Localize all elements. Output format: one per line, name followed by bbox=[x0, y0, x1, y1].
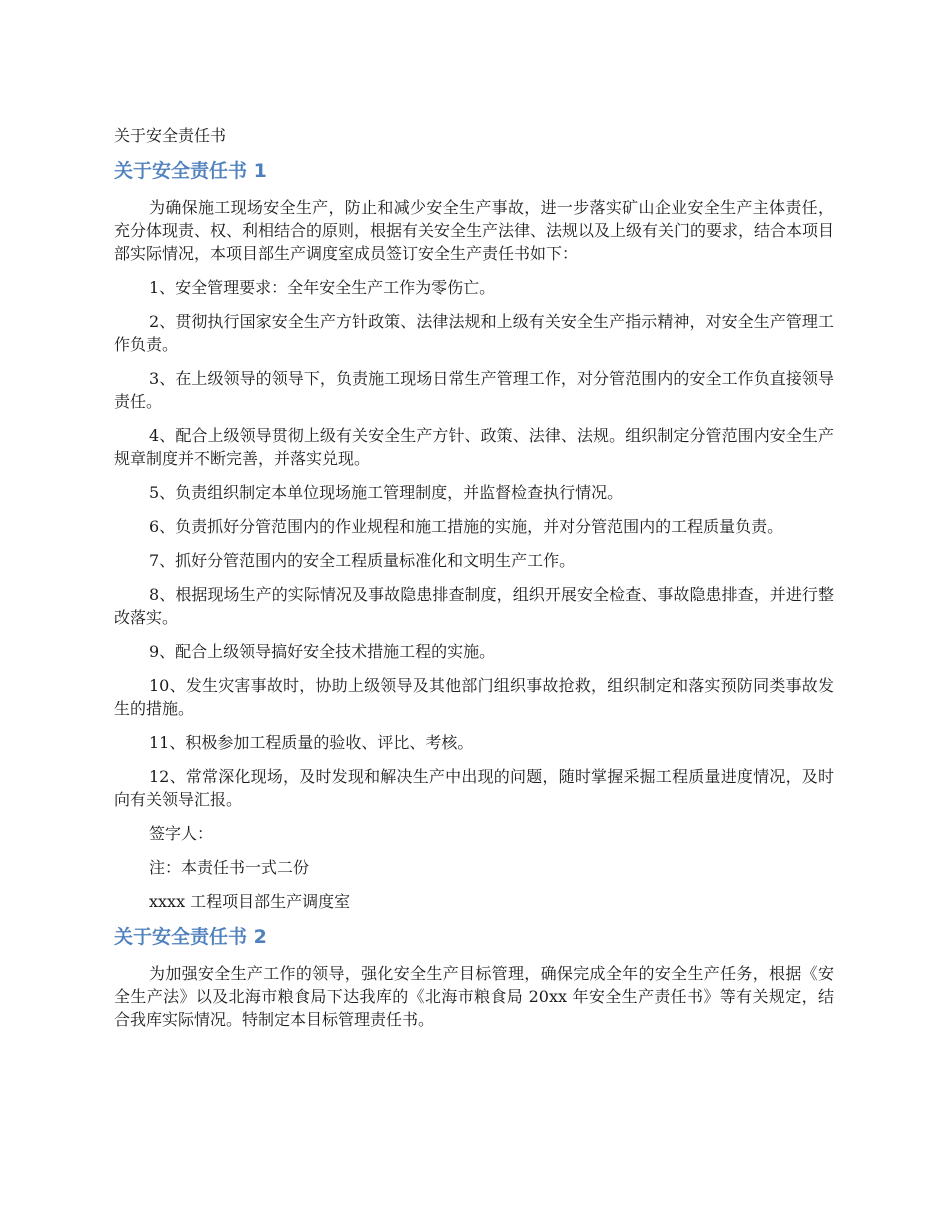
paragraph: 6、负责抓好分管范围内的作业规程和施工措施的实施，并对分管范围内的工程质量负责。 bbox=[149, 517, 784, 536]
paragraph: 10、发生灾害事故时，协助上级领导及其他部门组织事故抢救，组织制定和落实预防同类事故发生的措施。 bbox=[114, 676, 834, 718]
paragraph: 3、在上级领导的领导下，负责施工现场日常生产管理工作，对分管范围内的安全工作负直接领导责任。 bbox=[114, 369, 834, 411]
paragraph: 2、贯彻执行国家安全生产方针政策、法律法规和上级有关安全生产指示精神，对安全生产管理工作负责。 bbox=[114, 312, 834, 354]
paragraph: 为加强安全生产工作的领导，强化安全生产目标管理，确保完成全年的安全生产任务，根据《安全生产法》以及北海市粮食局下达我库的《北海市粮食局 20xx 年安全生产责任书》等有关规定，结合我库实际情况。特制定本目标管理责任书。 bbox=[114, 964, 834, 1029]
issuer-line: xxxx 工程项目部生产调度室 bbox=[149, 892, 351, 911]
paragraph: 8、根据现场生产的实际情况及事故隐患排查制度，组织开展安全检查、事故隐患排查，并进行整改落实。 bbox=[114, 585, 834, 627]
document-page bbox=[114, 124, 834, 1042]
section-2 bbox=[114, 924, 834, 1031]
note-line: 注：本责任书一式二份 bbox=[149, 858, 310, 877]
paragraph: 为确保施工现场安全生产，防止和减少安全生产事故，进一步落实矿山企业安全生产主体责任，充分体现责、权、利相结合的原则，根据有关安全生产法律、法规以及上级有关门的要求，结合本项目部实际情况，本项目部生产调度室成员签订安全生产责任书如下： bbox=[114, 198, 835, 263]
document-title: 关于安全责任书 bbox=[114, 126, 227, 145]
section-heading: 关于安全责任书 1 bbox=[114, 160, 267, 182]
section-1 bbox=[114, 158, 834, 913]
paragraph: 7、抓好分管范围内的安全工程质量标准化和文明生产工作。 bbox=[149, 551, 576, 570]
paragraph: 4、配合上级领导贯彻上级有关安全生产方针、政策、法律、法规。组织制定分管范围内安全生产规章制度并不断完善，并落实兑现。 bbox=[114, 426, 834, 468]
signature-line: 签字人： bbox=[149, 824, 214, 843]
paragraph: 1、安全管理要求：全年安全生产工作为零伤亡。 bbox=[149, 278, 496, 297]
paragraph: 12、常常深化现场，及时发现和解决生产中出现的问题，随时掌握采掘工程质量进度情况，及时向有关领导汇报。 bbox=[114, 767, 834, 809]
paragraph: 5、负责组织制定本单位现场施工管理制度，并监督检查执行情况。 bbox=[149, 483, 624, 502]
paragraph: 9、配合上级领导搞好安全技术措施工程的实施。 bbox=[149, 642, 496, 661]
section-heading: 关于安全责任书 2 bbox=[114, 926, 267, 948]
paragraph: 11、积极参加工程质量的验收、评比、考核。 bbox=[149, 733, 474, 752]
